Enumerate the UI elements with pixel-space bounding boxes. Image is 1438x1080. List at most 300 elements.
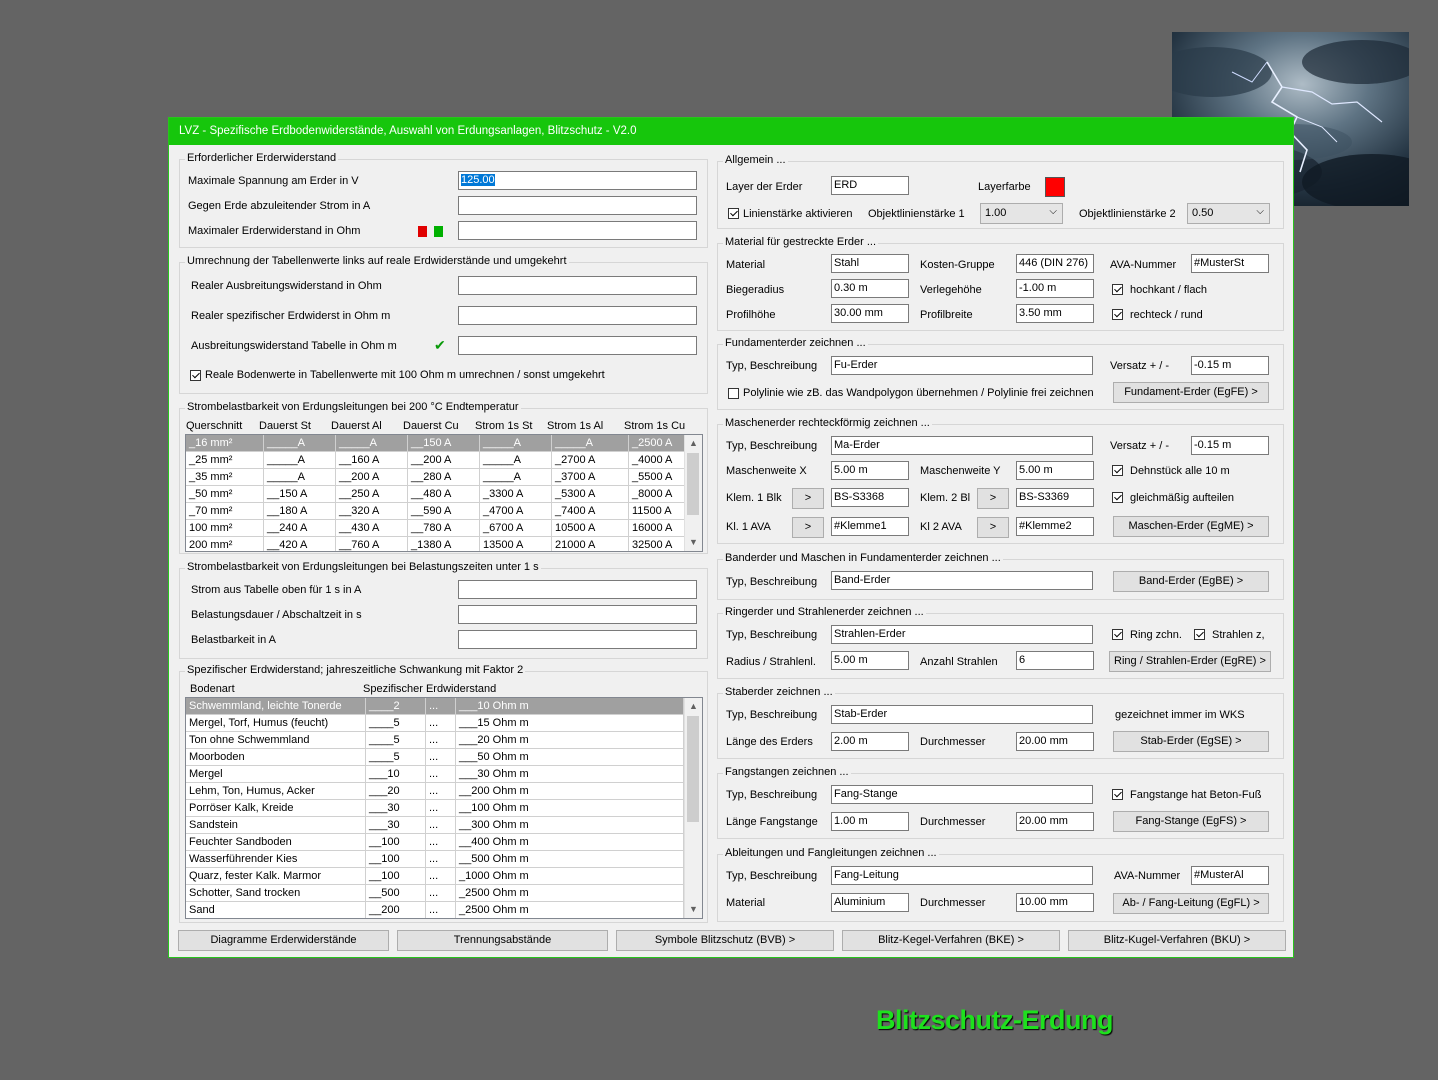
table-row[interactable]: [186, 520, 702, 537]
table-cell: 11500 A: [629, 503, 685, 520]
ableitung-typ-input[interactable]: Fang-Leitung: [831, 866, 1093, 885]
klem2-input[interactable]: BS-S3369: [1016, 488, 1094, 507]
table-cell: __150 A: [408, 435, 480, 452]
group-title: Allgemein ...: [725, 154, 786, 166]
table-cell: ...: [426, 800, 456, 817]
group-title: Material für gestreckte Erder ...: [725, 236, 876, 248]
field-label: Durchmesser: [920, 897, 986, 909]
list-item[interactable]: [186, 698, 702, 715]
table-cell: __480 A: [408, 486, 480, 503]
field-label: Realer spezifischer Erdwiderst in Ohm m: [191, 310, 391, 322]
table-cell: _____A: [552, 435, 629, 452]
field-label: Biegeradius: [726, 284, 785, 296]
field-label: Profilbreite: [920, 309, 973, 321]
checkbox-label: rechteck / rund: [1130, 309, 1203, 321]
table-cell: Sand: [186, 902, 366, 919]
erderwiderstand-input[interactable]: [458, 221, 697, 240]
checkbox-label: Linienstärke aktivieren: [743, 208, 853, 220]
field-label: Radius / Strahlenl.: [726, 656, 816, 668]
bodenart-table[interactable]: [185, 697, 703, 919]
column-header: Dauerst St: [259, 420, 311, 432]
group-title: Strombelastbarkeit von Erdungsleitungen bei Belastungszeiten unter 1 s: [187, 561, 539, 573]
band-typ-input[interactable]: Band-Erder: [831, 571, 1093, 590]
tabelle-ausbreitung-input[interactable]: [458, 336, 697, 355]
table-cell: 13500 A: [480, 537, 552, 552]
table-cell: 32500 A: [629, 537, 685, 552]
table-cell: __250 A: [336, 486, 408, 503]
field-label: Anzahl Strahlen: [920, 656, 998, 668]
table-cell: ____5: [366, 732, 426, 749]
scroll-up-icon[interactable]: ▲: [689, 701, 698, 711]
field-label: Layer der Erder: [726, 181, 803, 193]
field-label: Durchmesser: [920, 816, 986, 828]
field-label: Typ, Beschreibung: [726, 789, 818, 801]
table-cell: __100: [366, 868, 426, 885]
klem1-arrow-button[interactable]: >: [792, 488, 824, 509]
field-label: Kosten-Gruppe: [920, 259, 995, 271]
column-header: Spezifischer Erdwiderstand: [363, 683, 497, 695]
table-cell: Mergel, Torf, Humus (feucht): [186, 715, 366, 732]
column-header: Dauerst Cu: [403, 420, 459, 432]
group-title: Staberder zeichnen ...: [725, 686, 833, 698]
checkbox-label: Polylinie wie zB. das Wandpolygon übernehmen / Polylinie frei zeichnen: [743, 387, 1094, 399]
field-label: Kl 2 AVA: [920, 521, 962, 533]
table-cell: Lehm, Ton, Humus, Acker: [186, 783, 366, 800]
checkbox-label: Strahlen z,: [1212, 629, 1265, 641]
list-item[interactable]: [186, 817, 702, 834]
layer-input[interactable]: ERD: [831, 176, 909, 195]
group-stab: [717, 686, 1284, 759]
table-cell: _5300 A: [552, 486, 629, 503]
blitz-kugel-button[interactable]: Blitz-Kugel-Verfahren (BKU) >: [1068, 930, 1286, 951]
checkmark-icon: ✔: [434, 337, 446, 353]
table-cell: __200 A: [336, 469, 408, 486]
table-cell: 21000 A: [552, 537, 629, 552]
table-cell: _1380 A: [408, 537, 480, 552]
group-fang: [717, 766, 1284, 839]
table-cell: Schwemmland, leichte Tonerde: [186, 698, 366, 715]
profilhoehe-input[interactable]: 30.00 mm: [831, 304, 909, 323]
table-cell: ____2: [366, 698, 426, 715]
group-title: Ableitungen und Fangleitungen zeichnen ...: [725, 847, 937, 859]
table-cell: Feuchter Sandboden: [186, 834, 366, 851]
table-cell: ...: [426, 868, 456, 885]
table-cell: Schotter, Sand trocken: [186, 885, 366, 902]
main-window: [168, 117, 1294, 958]
group-umrechnung: [179, 255, 708, 394]
group-title: Fundamenterder zeichnen ...: [725, 337, 866, 349]
realer-ausbreitung-input[interactable]: [458, 276, 697, 295]
table-cell: 16000 A: [629, 520, 685, 537]
table-cell: _____A: [480, 469, 552, 486]
field-label: Maschenweite X: [726, 465, 807, 477]
beton-fuss-checkbox[interactable]: [1112, 789, 1123, 800]
table-cell: ...: [426, 766, 456, 783]
group-title: Erforderlicher Erderwiderstand: [187, 152, 337, 164]
table-row[interactable]: [186, 486, 702, 503]
gleichmaessig-checkbox[interactable]: [1112, 492, 1123, 503]
table-row[interactable]: [186, 469, 702, 486]
table-cell: _2500 A: [629, 435, 685, 452]
field-label: Klem. 2 Bl: [920, 492, 971, 504]
ring-zeichnen-checkbox[interactable]: [1112, 629, 1123, 640]
polylinie-checkbox[interactable]: [728, 388, 739, 399]
table-cell: ___30 Ohm m: [456, 766, 684, 783]
fundament-erder-button[interactable]: Fundament-Erder (EgFE) >: [1113, 382, 1269, 403]
list-item[interactable]: [186, 902, 702, 919]
table-cell: _____A: [480, 452, 552, 469]
field-label: Realer Ausbreitungswiderstand in Ohm: [191, 280, 382, 292]
group-spezifisch: [179, 664, 708, 923]
symbole-blitzschutz-button[interactable]: Symbole Blitzschutz (BVB) >: [616, 930, 834, 951]
objektlinienstaerke-2-select[interactable]: 0.50 ⌵: [1187, 203, 1270, 224]
maschen-erder-button[interactable]: Maschen-Erder (EgME) >: [1113, 516, 1269, 537]
table-cell: ___15 Ohm m: [456, 715, 684, 732]
kl2ava-input[interactable]: #Klemme2: [1016, 517, 1094, 536]
checkbox-label: gleichmäßig aufteilen: [1130, 492, 1234, 504]
table-cell: _35 mm²: [186, 469, 264, 486]
checkbox-label: Fangstange hat Beton-Fuß: [1130, 789, 1262, 801]
scrollbar-thumb[interactable]: [687, 716, 699, 822]
table-cell: _2700 A: [552, 452, 629, 469]
list-item[interactable]: [186, 766, 702, 783]
table-cell: __240 A: [264, 520, 336, 537]
field-label: Gegen Erde abzuleitender Strom in A: [188, 200, 371, 212]
group-ring: [717, 606, 1284, 679]
scroll-down-icon[interactable]: ▼: [689, 904, 698, 914]
table-cell: __500 Ohm m: [456, 851, 684, 868]
table-cell: _5500 A: [629, 469, 685, 486]
field-label: Profilhöhe: [726, 309, 776, 321]
table-cell: ___20 Ohm m: [456, 732, 684, 749]
klem1-input[interactable]: BS-S3368: [831, 488, 909, 507]
fang-durchmesser-input[interactable]: 20.00 mm: [1016, 812, 1094, 831]
table-cell: ...: [426, 902, 456, 919]
field-label: Objektlinienstärke 2: [1079, 208, 1176, 220]
scroll-up-icon[interactable]: ▲: [689, 438, 698, 448]
scroll-down-icon[interactable]: ▼: [689, 537, 698, 547]
stab-durchmesser-input[interactable]: 20.00 mm: [1016, 732, 1094, 751]
table-cell: ...: [426, 715, 456, 732]
list-item[interactable]: [186, 749, 702, 766]
table-cell: __200: [366, 902, 426, 919]
field-label: Typ, Beschreibung: [726, 576, 818, 588]
group-title: Umrechnung der Tabellenwerte links auf reale Erdwiderstände und umgekehrt: [187, 255, 567, 267]
profilbreite-input[interactable]: 3.50 mm: [1016, 304, 1094, 323]
group-title: Spezifischer Erdwiderstand; jahreszeitliche Schwankung mit Faktor 2: [187, 664, 524, 676]
group-title: Maschenerder rechteckförmig zeichnen ...: [725, 417, 930, 429]
field-label: Typ, Beschreibung: [726, 870, 818, 882]
field-label: Typ, Beschreibung: [726, 360, 818, 372]
table-cell: ...: [426, 732, 456, 749]
fundament-versatz-input[interactable]: -0.15 m: [1191, 356, 1269, 375]
list-item[interactable]: [186, 868, 702, 885]
red-status-indicator: [418, 226, 427, 237]
objektlinienstaerke-1-select[interactable]: 1.00 ⌵: [980, 203, 1063, 224]
table-cell: ___20: [366, 783, 426, 800]
table-cell: _2500 Ohm m: [456, 885, 684, 902]
table-cell: _4700 A: [480, 503, 552, 520]
kl1ava-arrow-button[interactable]: >: [792, 517, 824, 538]
stab-typ-input[interactable]: Stab-Erder: [831, 705, 1093, 724]
table-cell: ...: [426, 749, 456, 766]
table-cell: __300 Ohm m: [456, 817, 684, 834]
ableitung-durchmesser-input[interactable]: 10.00 mm: [1016, 893, 1094, 912]
table-row[interactable]: [186, 452, 702, 469]
field-label: Material: [726, 259, 766, 271]
radius-input[interactable]: 5.00 m: [831, 651, 909, 670]
ab-fang-leitung-button[interactable]: Ab- / Fang-Leitung (EgFL) >: [1113, 893, 1269, 914]
field-label: Verlegehöhe: [920, 284, 982, 296]
table-cell: __760 A: [336, 537, 408, 552]
table-cell: _16 mm²: [186, 435, 264, 452]
table-cell: __160 A: [336, 452, 408, 469]
field-label: Maximale Spannung am Erder in V: [188, 175, 359, 187]
belastbarkeit-input[interactable]: [458, 630, 697, 649]
field-label: AVA-Nummer: [1114, 870, 1181, 882]
klem2-arrow-button[interactable]: >: [977, 488, 1009, 509]
fang-stange-button[interactable]: Fang-Stange (EgFS) >: [1113, 811, 1269, 832]
group-title: Fangstangen zeichnen ...: [725, 766, 849, 778]
table-cell: Moorboden: [186, 749, 366, 766]
ava-nummer-input[interactable]: #MusterSt: [1191, 254, 1269, 273]
table-row[interactable]: [186, 435, 702, 452]
blitz-kegel-button[interactable]: Blitz-Kegel-Verfahren (BKE) >: [842, 930, 1060, 951]
list-item[interactable]: [186, 783, 702, 800]
checkbox-label: Dehnstück alle 10 m: [1130, 465, 1230, 477]
field-label: Maschenweite Y: [920, 465, 1001, 477]
column-header: Querschnitt: [186, 420, 243, 432]
ring-typ-input[interactable]: Strahlen-Erder: [831, 625, 1093, 644]
checkbox-label: Reale Bodenwerte in Tabellenwerte mit 100 Ohm m umrechnen / sonst umgekehrt: [205, 369, 605, 381]
table-cell: _3300 A: [480, 486, 552, 503]
group-allgemein: [717, 154, 1284, 229]
table-cell: _____A: [264, 435, 336, 452]
diagramme-button[interactable]: Diagramme Erderwiderstände: [178, 930, 389, 951]
table-cell: 10500 A: [552, 520, 629, 537]
realer-spezifisch-input[interactable]: [458, 306, 697, 325]
strombelast-table[interactable]: [185, 434, 703, 552]
trennungsabstaende-button[interactable]: Trennungsabstände: [397, 930, 608, 951]
table-cell: _____A: [336, 435, 408, 452]
group-strombelastbarkeit: [179, 401, 708, 554]
table-row[interactable]: [186, 503, 702, 520]
table-cell: _25 mm²: [186, 452, 264, 469]
ring-strahlen-erder-button[interactable]: Ring / Strahlen-Erder (EgRE) >: [1109, 651, 1271, 672]
hochkant-checkbox[interactable]: [1112, 284, 1123, 295]
group-band: [717, 552, 1284, 600]
field-label: Layerfarbe: [978, 181, 1031, 193]
field-label: Versatz + / -: [1110, 440, 1169, 452]
strahlen-checkbox[interactable]: [1194, 629, 1205, 640]
table-cell: _2500 Ohm m: [456, 902, 684, 919]
table-cell: _50 mm²: [186, 486, 264, 503]
table-cell: _6700 A: [480, 520, 552, 537]
table-cell: __200 A: [408, 452, 480, 469]
table-cell: __430 A: [336, 520, 408, 537]
table-cell: 200 mm²: [186, 537, 264, 552]
field-label: Länge Fangstange: [726, 816, 818, 828]
maschenweite-y-input[interactable]: 5.00 m: [1016, 461, 1094, 480]
table-cell: ...: [426, 851, 456, 868]
table-cell: _7400 A: [552, 503, 629, 520]
field-label: Länge des Erders: [726, 736, 813, 748]
column-header: Strom 1s St: [475, 420, 533, 432]
table-cell: __500: [366, 885, 426, 902]
table-cell: Wasserführender Kies: [186, 851, 366, 868]
kl2ava-arrow-button[interactable]: >: [977, 517, 1009, 538]
linienstaerke-checkbox[interactable]: [728, 208, 739, 219]
table-cell: _____A: [264, 469, 336, 486]
chevron-down-icon: ⌵: [1256, 206, 1264, 217]
scrollbar-thumb[interactable]: [687, 453, 699, 515]
fang-laenge-input[interactable]: 1.00 m: [831, 812, 909, 831]
column-header: Bodenart: [190, 683, 235, 695]
verlegehoehe-input[interactable]: -1.00 m: [1016, 279, 1094, 298]
field-label: Material: [726, 897, 766, 909]
field-label: Kl. 1 AVA: [726, 521, 771, 533]
table-cell: Sandstein: [186, 817, 366, 834]
footer-title: Blitzschutz-Erdung: [876, 1005, 1113, 1035]
list-item[interactable]: [186, 885, 702, 902]
window-title: LVZ - Spezifische Erdbodenwiderstände, Auswahl von Erdungsanlagen, Blitzschutz - V2.0: [179, 125, 637, 137]
maschenweite-x-input[interactable]: 5.00 m: [831, 461, 909, 480]
chevron-down-icon: ⌵: [1049, 206, 1057, 217]
table-cell: _4000 A: [629, 452, 685, 469]
table-cell: _8000 A: [629, 486, 685, 503]
strom-tabelle-input[interactable]: [458, 580, 697, 599]
table-cell: _70 mm²: [186, 503, 264, 520]
field-label: Klem. 1 Blk: [726, 492, 782, 504]
band-erder-button[interactable]: Band-Erder (EgBE) >: [1113, 571, 1269, 592]
fundament-typ-input[interactable]: Fu-Erder: [831, 356, 1093, 375]
table-cell: _3700 A: [552, 469, 629, 486]
field-label: Durchmesser: [920, 736, 986, 748]
table-cell: __150 A: [264, 486, 336, 503]
list-item[interactable]: [186, 800, 702, 817]
field-label: Maximaler Erderwiderstand in Ohm: [188, 225, 361, 237]
table-cell: 100 mm²: [186, 520, 264, 537]
table-cell: ____5: [366, 715, 426, 732]
maschen-typ-input[interactable]: Ma-Erder: [831, 436, 1093, 455]
dehnstueck-checkbox[interactable]: [1112, 465, 1123, 476]
field-label: Typ, Beschreibung: [726, 709, 818, 721]
field-label: Typ, Beschreibung: [726, 440, 818, 452]
table-cell: __780 A: [408, 520, 480, 537]
list-item[interactable]: [186, 715, 702, 732]
table-cell: __400 Ohm m: [456, 834, 684, 851]
table-cell: __100 Ohm m: [456, 800, 684, 817]
table-cell: _____A: [264, 452, 336, 469]
field-label: Versatz + / -: [1110, 360, 1169, 372]
table-row[interactable]: [186, 537, 702, 552]
material-input[interactable]: Stahl: [831, 254, 909, 273]
umrechnen-checkbox[interactable]: [190, 370, 201, 381]
group-belastungszeiten: [179, 561, 708, 659]
table-cell: ...: [426, 783, 456, 800]
table-cell: ___50 Ohm m: [456, 749, 684, 766]
table-cell: ___30: [366, 817, 426, 834]
checkbox-label: hochkant / flach: [1130, 284, 1208, 296]
field-label: Typ, Beschreibung: [726, 629, 818, 641]
anzahl-strahlen-input[interactable]: 6: [1016, 651, 1094, 670]
stab-erder-button[interactable]: Stab-Erder (EgSE) >: [1113, 731, 1269, 752]
field-label: Objektlinienstärke 1: [868, 208, 965, 220]
list-item[interactable]: [186, 732, 702, 749]
group-ableitung: [717, 847, 1284, 922]
group-title: Banderder und Maschen in Fundamenterder zeichnen ...: [725, 552, 1001, 564]
table-cell: ___10: [366, 766, 426, 783]
table-cell: _1000 Ohm m: [456, 868, 684, 885]
table-cell: ...: [426, 834, 456, 851]
table-cell: _____A: [480, 435, 552, 452]
table-cell: Porröser Kalk, Kreide: [186, 800, 366, 817]
layerfarbe-color-swatch[interactable]: [1045, 177, 1065, 197]
table-cell: ___10 Ohm m: [456, 698, 684, 715]
group-maschen: [717, 417, 1284, 544]
table-cell: ___30: [366, 800, 426, 817]
title-bar: [169, 118, 1293, 145]
list-item[interactable]: [186, 851, 702, 868]
kl1ava-input[interactable]: #Klemme1: [831, 517, 909, 536]
kosten-gruppe-input[interactable]: 446 (DIN 276): [1016, 254, 1094, 273]
green-status-indicator: [434, 226, 443, 237]
field-label: Belastungsdauer / Abschaltzeit in s: [191, 609, 362, 621]
max-spannung-input[interactable]: 125.00: [458, 171, 697, 190]
table-cell: __100: [366, 834, 426, 851]
fang-typ-input[interactable]: Fang-Stange: [831, 785, 1093, 804]
group-material: [717, 236, 1284, 331]
wks-note: gezeichnet immer im WKS: [1115, 709, 1245, 721]
column-header: Dauerst Al: [331, 420, 382, 432]
table-cell: ____5: [366, 749, 426, 766]
table-cell: ...: [426, 885, 456, 902]
column-header: Strom 1s Cu: [624, 420, 686, 432]
stab-laenge-input[interactable]: 2.00 m: [831, 732, 909, 751]
ableitung-material-input[interactable]: Aluminium: [831, 893, 909, 912]
table-cell: Mergel: [186, 766, 366, 783]
field-label: AVA-Nummer: [1110, 259, 1177, 271]
strom-input[interactable]: [458, 196, 697, 215]
group-erforderlich: [179, 152, 708, 248]
field-label: Belastbarkeit in A: [191, 634, 276, 646]
vertical-scrollbar[interactable]: [684, 698, 702, 918]
checkbox-label: Ring zchn.: [1130, 629, 1182, 641]
group-fundament: [717, 337, 1284, 410]
maschen-versatz-input[interactable]: -0.15 m: [1191, 436, 1269, 455]
table-cell: __200 Ohm m: [456, 783, 684, 800]
column-header: Strom 1s Al: [547, 420, 604, 432]
list-item[interactable]: [186, 834, 702, 851]
group-title: Ringerder und Strahlenerder zeichnen ...: [725, 606, 924, 618]
ableitung-ava-input[interactable]: #MusterAl: [1191, 866, 1269, 885]
table-cell: Quarz, fester Kalk. Marmor: [186, 868, 366, 885]
table-cell: ...: [426, 817, 456, 834]
table-cell: ...: [426, 698, 456, 715]
table-cell: __420 A: [264, 537, 336, 552]
vertical-scrollbar[interactable]: [684, 435, 702, 551]
table-cell: __180 A: [264, 503, 336, 520]
biegeradius-input[interactable]: 0.30 m: [831, 279, 909, 298]
table-cell: __590 A: [408, 503, 480, 520]
table-cell: __100: [366, 851, 426, 868]
table-cell: Ton ohne Schwemmland: [186, 732, 366, 749]
field-label: Ausbreitungswiderstand Tabelle in Ohm m: [191, 340, 397, 352]
group-title: Strombelastbarkeit von Erdungsleitungen bei 200 °C Endtemperatur: [187, 401, 519, 413]
field-label: Strom aus Tabelle oben für 1 s in A: [191, 584, 362, 596]
belastungsdauer-input[interactable]: [458, 605, 697, 624]
rechteck-checkbox[interactable]: [1112, 309, 1123, 320]
